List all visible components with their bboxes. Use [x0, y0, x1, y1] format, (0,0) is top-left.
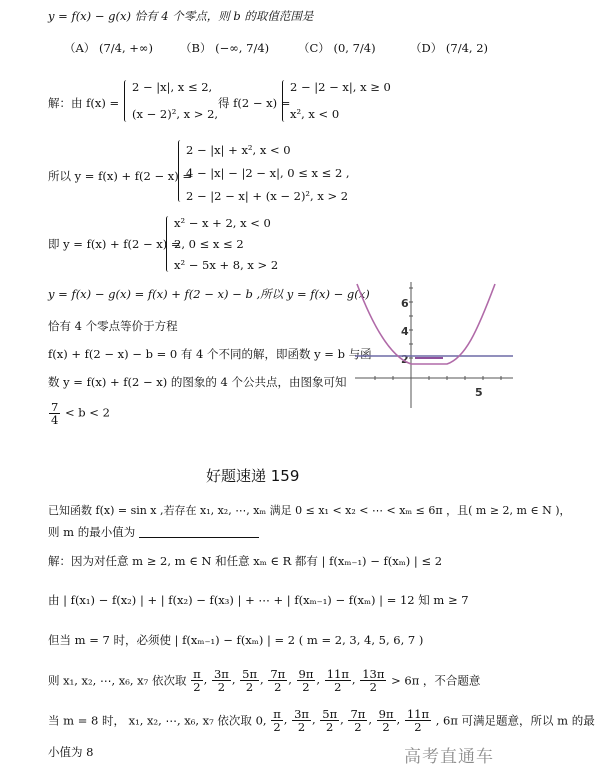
solution-line-2: 由 | f(x₁) − f(x₂) | + | f(x₂) − f(x₃) | + ⋯ + | f(xₘ₋₁) − f(xₘ) | = 12 知 m ≥ 7	[48, 593, 469, 607]
y-tick-label-2: 2	[401, 353, 409, 366]
solution-line-4-suffix: > 6π ，不合题意	[391, 673, 481, 688]
x-tick-label-5: 5	[475, 386, 483, 399]
option-a-value: (7/4, +∞)	[98, 41, 153, 55]
solution-prefix: 解：由 f(x) =	[48, 96, 120, 110]
frac5-9pi-2: $\frac{9\pi}{2}$	[378, 707, 394, 734]
solution-line-5-suffix: , 6π 可满足题意，所以 m 的最	[435, 713, 595, 728]
option-b	[180, 40, 269, 56]
simp-case-2: 2, 0 ≤ x ≤ 2	[174, 237, 244, 251]
description-line-2: 数 y = f(x) + f(2 − x) 的图象的 4 个公共点，由图象可知	[48, 375, 347, 389]
solution-line-5-prefix: 当 m = 8 时， x₁, x₂, ⋯, x₆, x₇ 依次取 0,	[48, 713, 267, 728]
solution-line-3: 但当 m = 7 时，必须使 | f(xₘ₋₁) − f(xₘ) | = 2 ( m = 2, 3, 4, 5, 6, 7 )	[48, 633, 424, 647]
description-line-1: f(x) + f(2 − x) − b = 0 有 4 个不同的解，即函数 y = b 与函	[48, 347, 372, 361]
solution-line-5: 当 m = 8 时， x₁, x₂, ⋯, x₆, x₇ 依次取 0, $\frac{\pi}{2}$ , $\frac{3\pi}{2}$ , $\frac{5\pi}{2}$ , $\frac{7\pi}{2}$ , $\frac{9\pi}{2}$ , $\frac{11\pi}{2}$ , 6π 可满足题意，所以 m 的最	[48, 707, 595, 734]
f2x-case-2: x², x < 0	[290, 107, 340, 121]
brace-f2x	[282, 80, 287, 122]
frac-9pi-2: $\frac{9\pi}{2}$	[298, 667, 314, 694]
function-curve	[357, 284, 495, 364]
frac5-11pi-2: $\frac{11\pi}{2}$	[406, 707, 430, 734]
sum-prefix: 所以 y = f(x) + f(2 − x) =	[48, 169, 193, 183]
solution-line-4-prefix: 则 x₁, x₂, ⋯, x₆, x₇ 依次取	[48, 673, 187, 688]
frac5-5pi-2: $\frac{5\pi}{2}$	[322, 707, 338, 734]
sum-case-2: 4 − |x| − |2 − x|, 0 ≤ x ≤ 2 ,	[186, 166, 350, 180]
fx-case-1: 2 − |x|, x ≤ 2,	[132, 80, 213, 94]
y-tick-label-4: 4	[401, 325, 409, 338]
equivalence-line: 恰有 4 个零点等价于方程	[48, 319, 178, 333]
fx-case-2: (x − 2)², x > 2,	[132, 107, 219, 121]
option-c	[298, 40, 376, 56]
simp-case-3: x² − 5x + 8, x > 2	[174, 258, 279, 272]
frac-7pi-2: $\frac{7\pi}{2}$	[270, 667, 286, 694]
frac5-7pi-2: $\frac{7\pi}{2}$	[350, 707, 366, 734]
question-stem-line: y = f(x) − g(x) 恰有 4 个零点，则 b 的取值范围是	[48, 9, 314, 23]
y-tick-label-6: 6	[401, 297, 409, 310]
simplified-prefix: 即 y = f(x) + f(2 − x) =	[48, 237, 181, 251]
get-f2x-label: 得 f(2 − x) =	[218, 96, 291, 110]
answer-suffix: < b < 2	[64, 405, 110, 420]
problem-title: 好题速递 159	[206, 467, 300, 485]
option-b-label: （B）	[180, 41, 212, 55]
frac-pi-2: $\frac{\pi}{2}$	[193, 667, 201, 694]
f2x-case-1: 2 − |2 − x|, x ≥ 0	[290, 80, 391, 94]
solution-line-6: 小值为 8	[48, 745, 94, 759]
answer-blank	[139, 525, 259, 538]
option-a-label: （A）	[64, 41, 96, 55]
frac-11pi-2: $\frac{11\pi}{2}$	[326, 667, 349, 694]
solution-line-4: 则 x₁, x₂, ⋯, x₆, x₇ 依次取 $\frac{\pi}{2}$ , $\frac{3\pi}{2}$ , $\frac{5\pi}{2}$ , $\frac{7\pi}{2}$ , $\frac{9\pi}{2}$ , $\frac{11\pi}{2}$ , $\frac{13\pi}{2}$ > 6π ，不合题意	[48, 667, 481, 694]
equation-line: y = f(x) − g(x) = f(x) + f(2 − x) − b ,所以 y = f(x) − g(x)	[48, 287, 370, 301]
problem-statement-2	[48, 524, 259, 540]
option-d	[410, 40, 488, 56]
brace-sum	[178, 140, 183, 202]
simp-case-1: x² − x + 2, x < 0	[174, 216, 271, 230]
function-graph	[355, 282, 515, 412]
option-a	[64, 40, 153, 56]
option-b-value: (−∞, 7/4)	[215, 41, 270, 55]
frac5-3pi-2: $\frac{3\pi}{2}$	[294, 707, 309, 734]
option-c-value: (0, 7/4)	[333, 41, 376, 55]
watermark-text: 高考直通车	[404, 747, 494, 767]
option-c-label: （C）	[298, 41, 330, 55]
option-d-value: (7/4, 2)	[445, 41, 488, 55]
frac-3pi-2: $\frac{3\pi}{2}$	[213, 667, 229, 694]
answer-line	[48, 401, 110, 426]
brace-fx	[124, 80, 129, 122]
frac-5pi-2: $\frac{5\pi}{2}$	[242, 667, 258, 694]
answer-fraction: $\frac{7}{4}$	[51, 400, 59, 427]
brace-simplified	[166, 216, 171, 272]
problem-statement-1: 已知函数 f(x) = sin x ,若存在 x₁, x₂, ⋯, xₘ 满足 0 ≤ x₁ < x₂ < ⋯ < xₘ ≤ 6π ，且( m ≥ 2, m ∈ N )，	[48, 504, 571, 517]
frac-13pi-2: $\frac{13\pi}{2}$	[362, 667, 385, 694]
solution-line-1: 解：因为对任意 m ≥ 2, m ∈ N 和任意 xₘ ∈ R 都有 | f(xₘ₋₁) − f(xₘ) | ≤ 2	[48, 554, 443, 568]
sum-case-3: 2 − |2 − x| + (x − 2)², x > 2	[186, 189, 349, 203]
problem-statement-2-text: 则 m 的最小值为	[48, 525, 136, 539]
sum-case-1: 2 − |x| + x², x < 0	[186, 143, 291, 157]
frac5-pi-2: $\frac{\pi}{2}$	[273, 707, 281, 734]
option-d-label: （D）	[410, 41, 443, 55]
